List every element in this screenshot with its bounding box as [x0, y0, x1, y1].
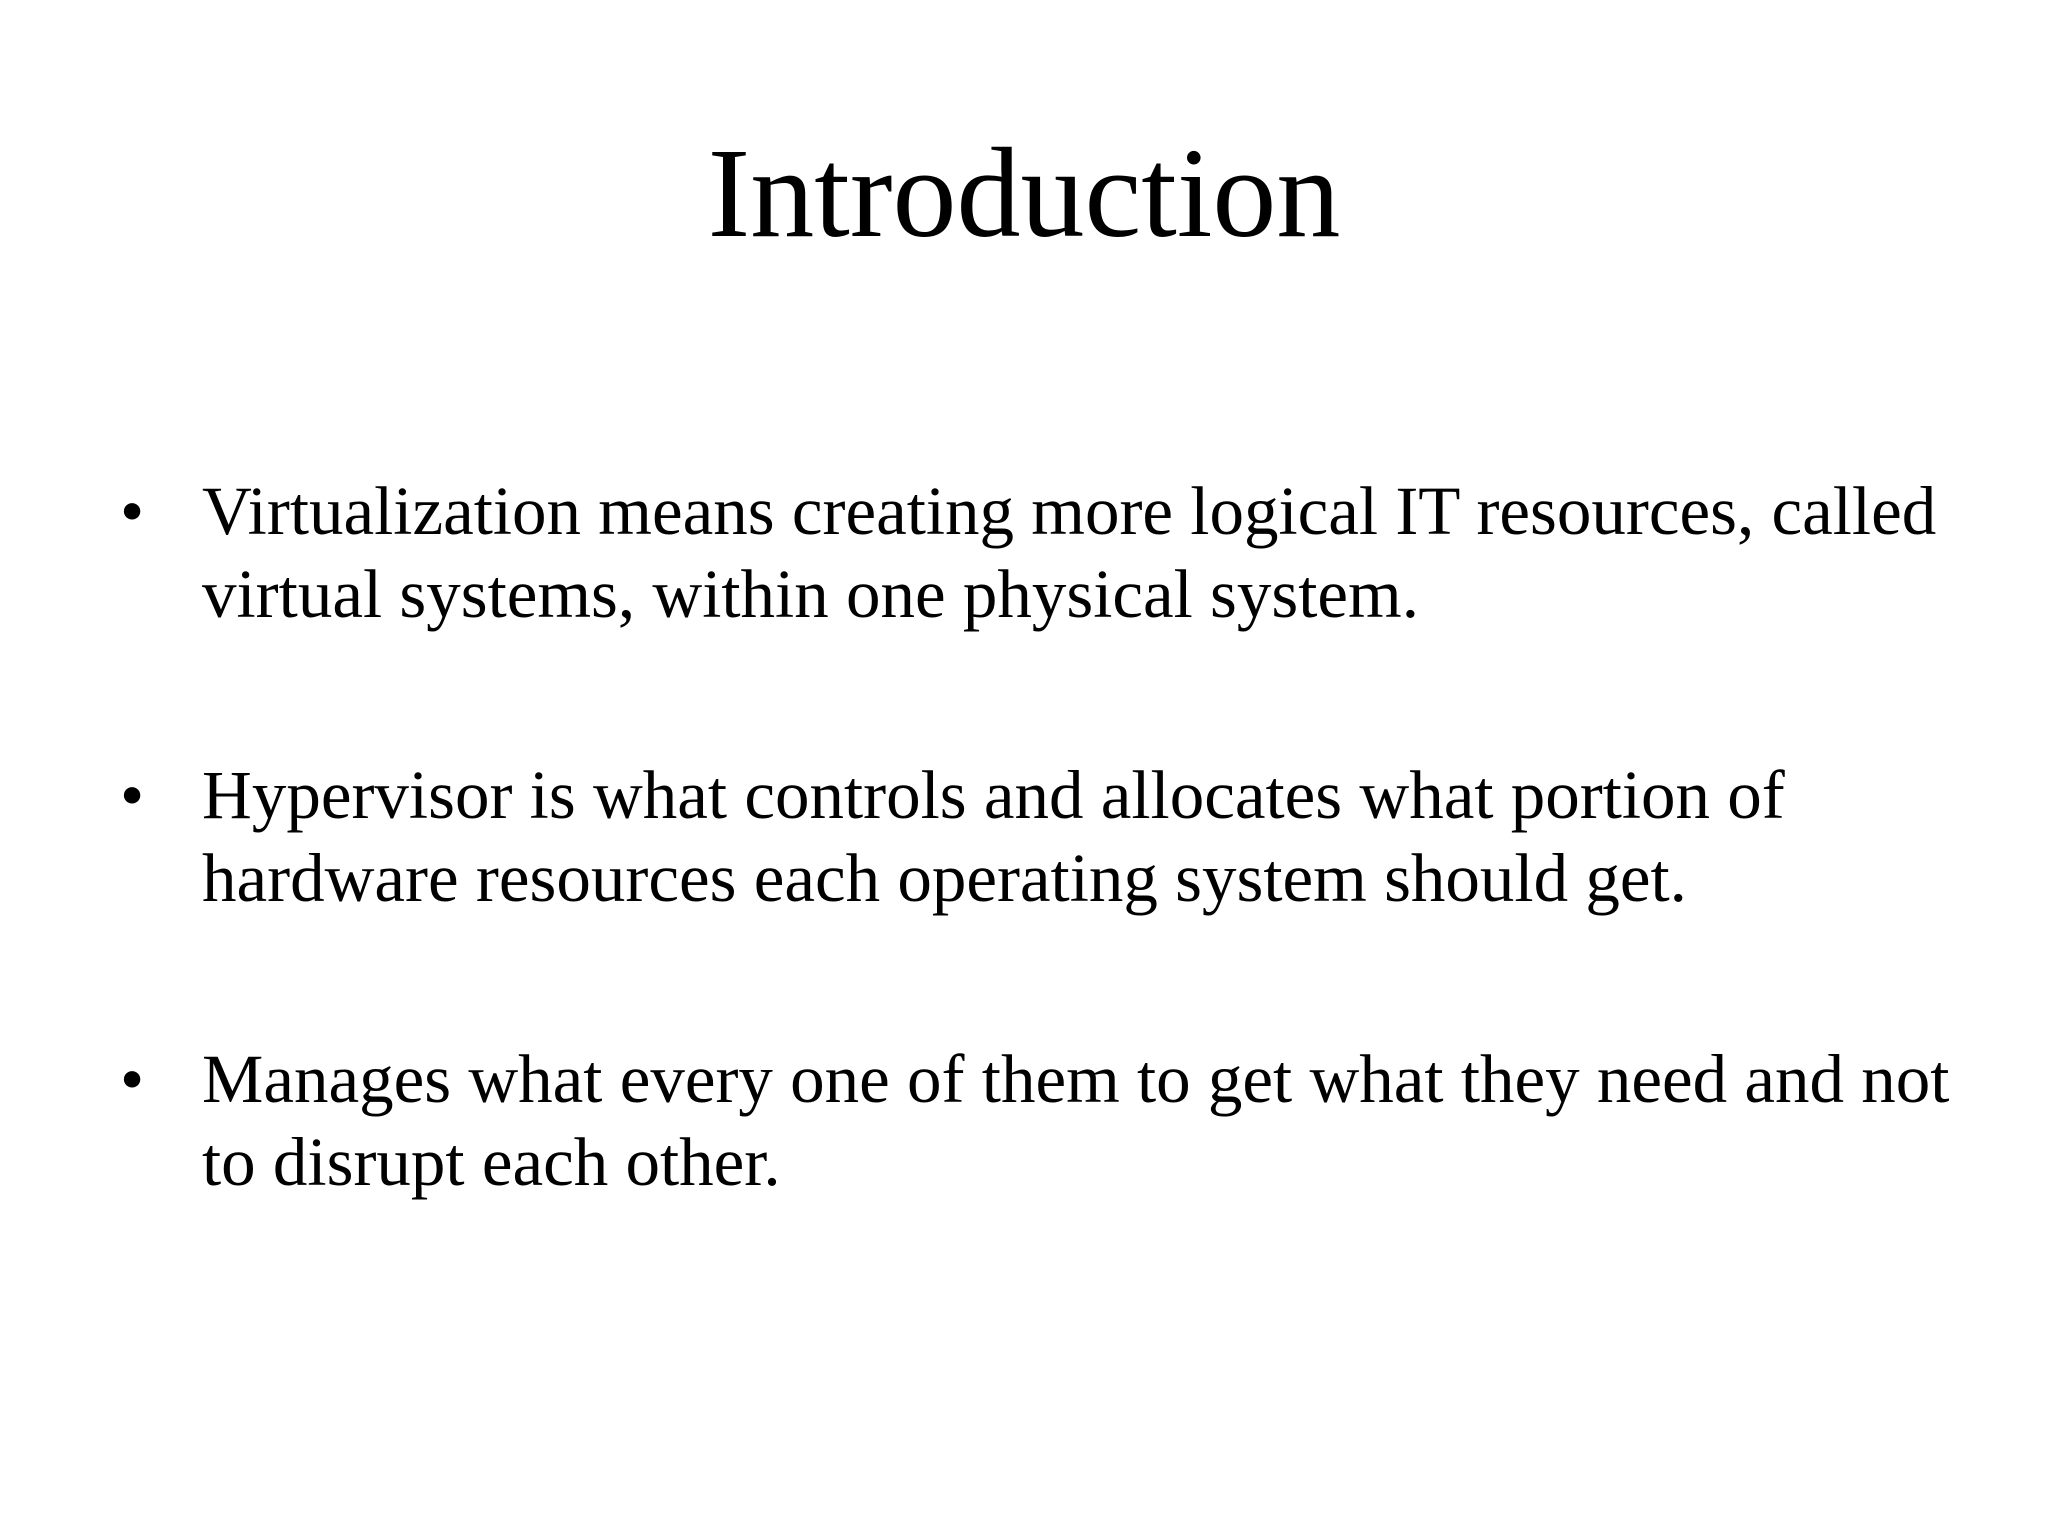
bullet-dot-icon: • [120, 1041, 145, 1117]
bullet-item [120, 1038, 1960, 1204]
bullet-item [120, 754, 1960, 920]
bullet-text: Virtualization means creating more logical IT resources, called virtual systems, within one physical system. [202, 473, 1937, 632]
bullet-text: Hypervisor is what controls and allocates what portion of hardware resources each operating system should get. [202, 757, 1785, 916]
bullet-dot-icon: • [120, 473, 145, 549]
bullet-item [120, 470, 1960, 636]
bullet-text: Manages what every one of them to get what they need and not to disrupt each other. [202, 1041, 1950, 1200]
slide-title: Introduction [707, 122, 1341, 264]
bullet-dot-icon: • [120, 757, 145, 833]
bullet-list [120, 470, 1960, 1204]
